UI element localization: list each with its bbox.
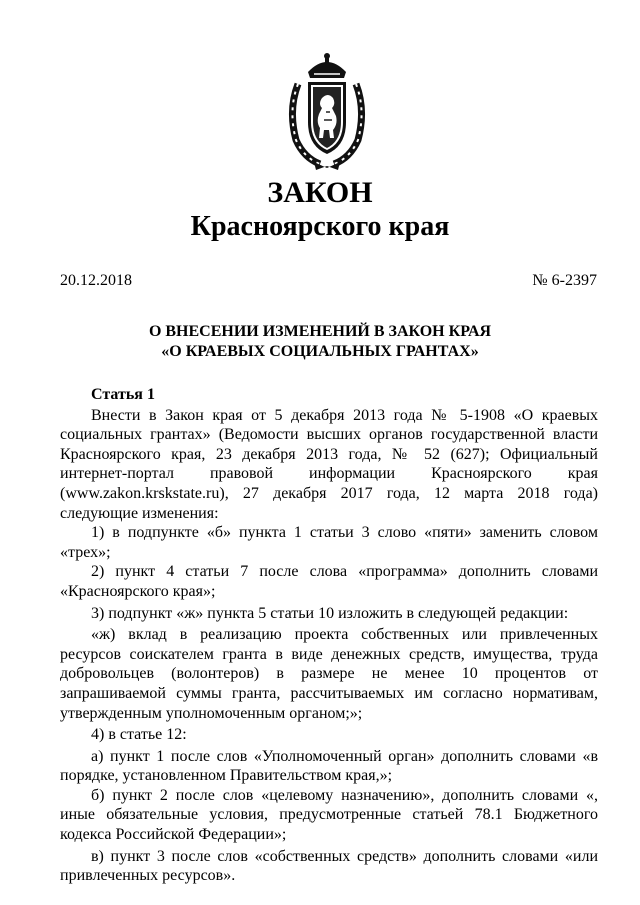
paragraph: 1) в подпункте «б» пункта 1 статьи 3 слово «пяти» заменить словом «трех»;: [60, 524, 598, 561]
law-heading-line-2: «О КРАЕВЫХ СОЦИАЛЬНЫХ ГРАНТАХ»: [161, 343, 479, 360]
paragraph: б) пункт 2 после слов «целевому назначению», дополнить словами «, иные обязательные условия, предусмотренные статьей 78.1 Бюджетного кодекса Российской Федерации»;: [60, 786, 598, 844]
paragraph: Внести в Закон края от 5 декабря 2013 года № 5-1908 «О краевых социальных грантах» (Ведомости высших органов государственной власти Красноярского края, 23 декабря 2013 года, № 52 (627); Официальный интернет-портал правовой информации Красноярского края (www.zakon.krskstate.ru), 27 декабря 2017 года, 12 марта 2018 года) следующие изменения:: [60, 406, 598, 522]
article-title: Статья 1: [91, 386, 155, 403]
paragraph: «ж) вклад в реализацию проекта собственных или привлеченных ресурсов соискателем гранта в виде денежных средств, имущества, труда добровольцев (волонтеров) в размере не менее 10 процентов от запрашиваемой суммы гранта, рассчитываемых им согласно нормативам, утвержденным уполномоченным органом;»;: [60, 626, 598, 722]
law-heading-line-1: О ВНЕСЕНИИ ИЗМЕНЕНИЙ В ЗАКОН КРАЯ: [148, 323, 492, 340]
document-subtitle: Красноярского края: [190, 211, 450, 242]
paragraph: 4) в статье 12:: [91, 726, 187, 744]
paragraph: 2) пункт 4 статьи 7 после слова «программа» дополнить словами «Красноярского края»;: [60, 563, 598, 600]
document-body: [60, 385, 598, 886]
paragraph: а) пункт 1 после слов «Уполномоченный орган» дополнить словами «в порядке, установленном Правительством края,»;: [60, 747, 598, 785]
document-title: ЗАКОН: [267, 176, 373, 209]
krasnoyarsk-coat-of-arms-icon: [284, 50, 370, 172]
document-date: 20.12.2018: [60, 272, 132, 289]
paragraph: в) пункт 3 после слов «собственных средств» дополнить словами «или привлеченных ресурсов».: [60, 847, 598, 885]
document-number: № 6-2397: [532, 272, 597, 289]
paragraph: 3) подпункт «ж» пункта 5 статьи 10 изложить в следующей редакции:: [91, 604, 569, 622]
